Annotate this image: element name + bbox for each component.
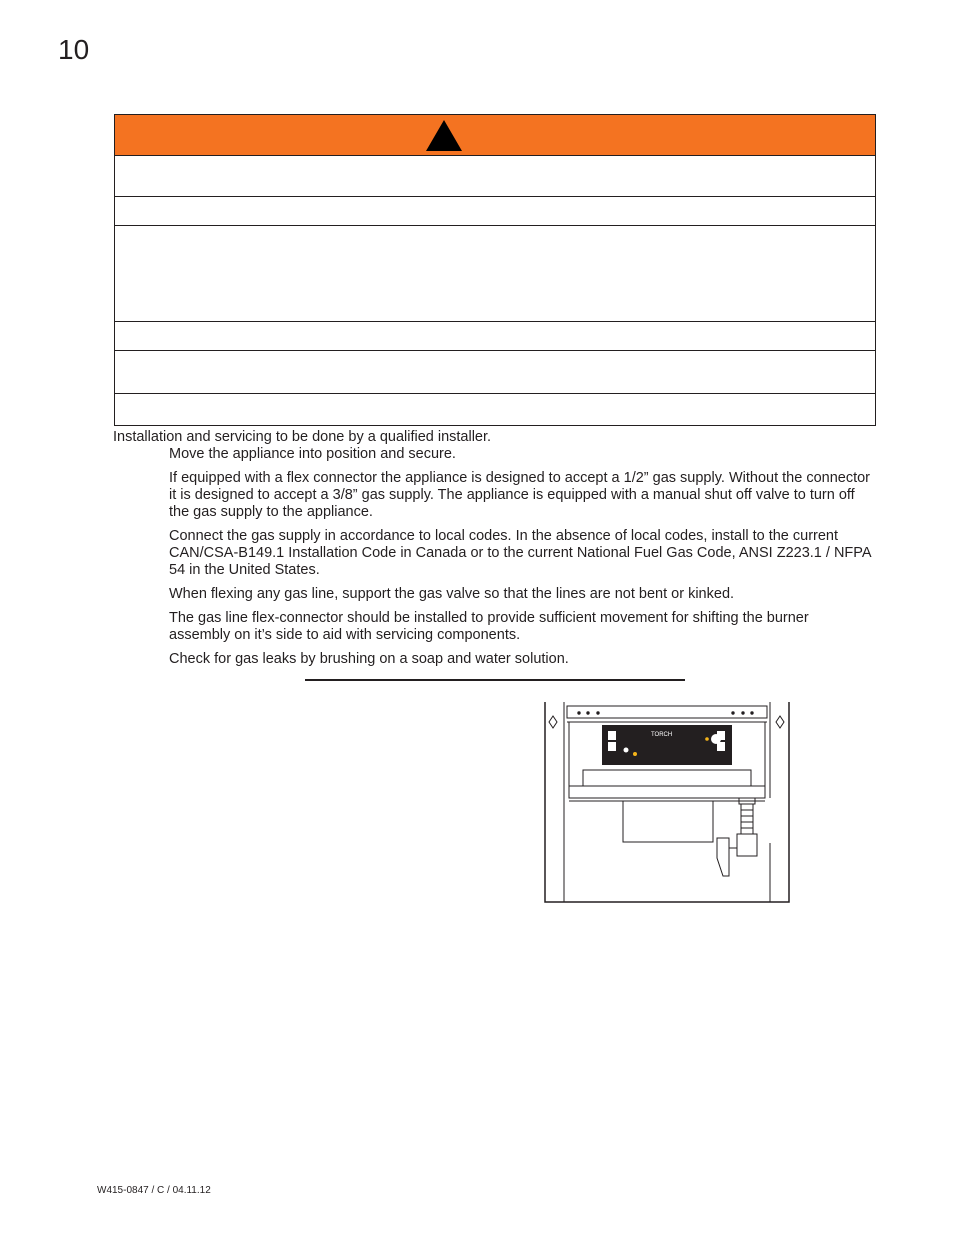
brand-label: TORCH xyxy=(651,732,673,738)
step-item: Connect the gas supply in accordance to local codes. In the absence of local codes, install to the current CAN/CSA-B149.1 Installation Code in Canada or to the current National Fuel Gas Code, ANSI Z223.1 / NFPA 54 in the United States. xyxy=(169,528,871,578)
step-item: The gas line flex-connector should be installed to provide sufficient movement for shifting the burner assembly on it’s side to aid with servicing components. xyxy=(169,610,809,643)
step-item: If equipped with a flex connector the appliance is designed to accept a 1/2” gas supply. Without the connector it is designed to accept a 3/8” gas supply. The appliance is equipped with a manual shut off valve to turn off the gas supply to the appliance. xyxy=(169,470,870,520)
warning-divider xyxy=(115,350,875,351)
installation-steps xyxy=(169,446,873,675)
warning-divider xyxy=(115,225,875,226)
warning-divider xyxy=(115,393,875,394)
gas-connection-diagram xyxy=(543,698,791,904)
warning-triangle-icon xyxy=(424,119,464,152)
page-number: 10 xyxy=(58,34,90,65)
warning-divider xyxy=(115,321,875,322)
warning-header xyxy=(115,115,875,156)
step-item: Move the appliance into position and secure. xyxy=(169,446,456,462)
footer-code: W415-0847 / C / 04.11.12 xyxy=(97,1185,211,1196)
warning-divider xyxy=(115,196,875,197)
step-item: When flexing any gas line, support the gas valve so that the lines are not bent or kinked. xyxy=(169,586,735,602)
step-item: Check for gas leaks by brushing on a soap and water solution. xyxy=(169,651,569,667)
figure-heading-rule xyxy=(305,679,685,681)
intro-text: Installation and servicing to be done by a qualified installer. xyxy=(113,429,492,445)
warning-box xyxy=(114,114,876,426)
